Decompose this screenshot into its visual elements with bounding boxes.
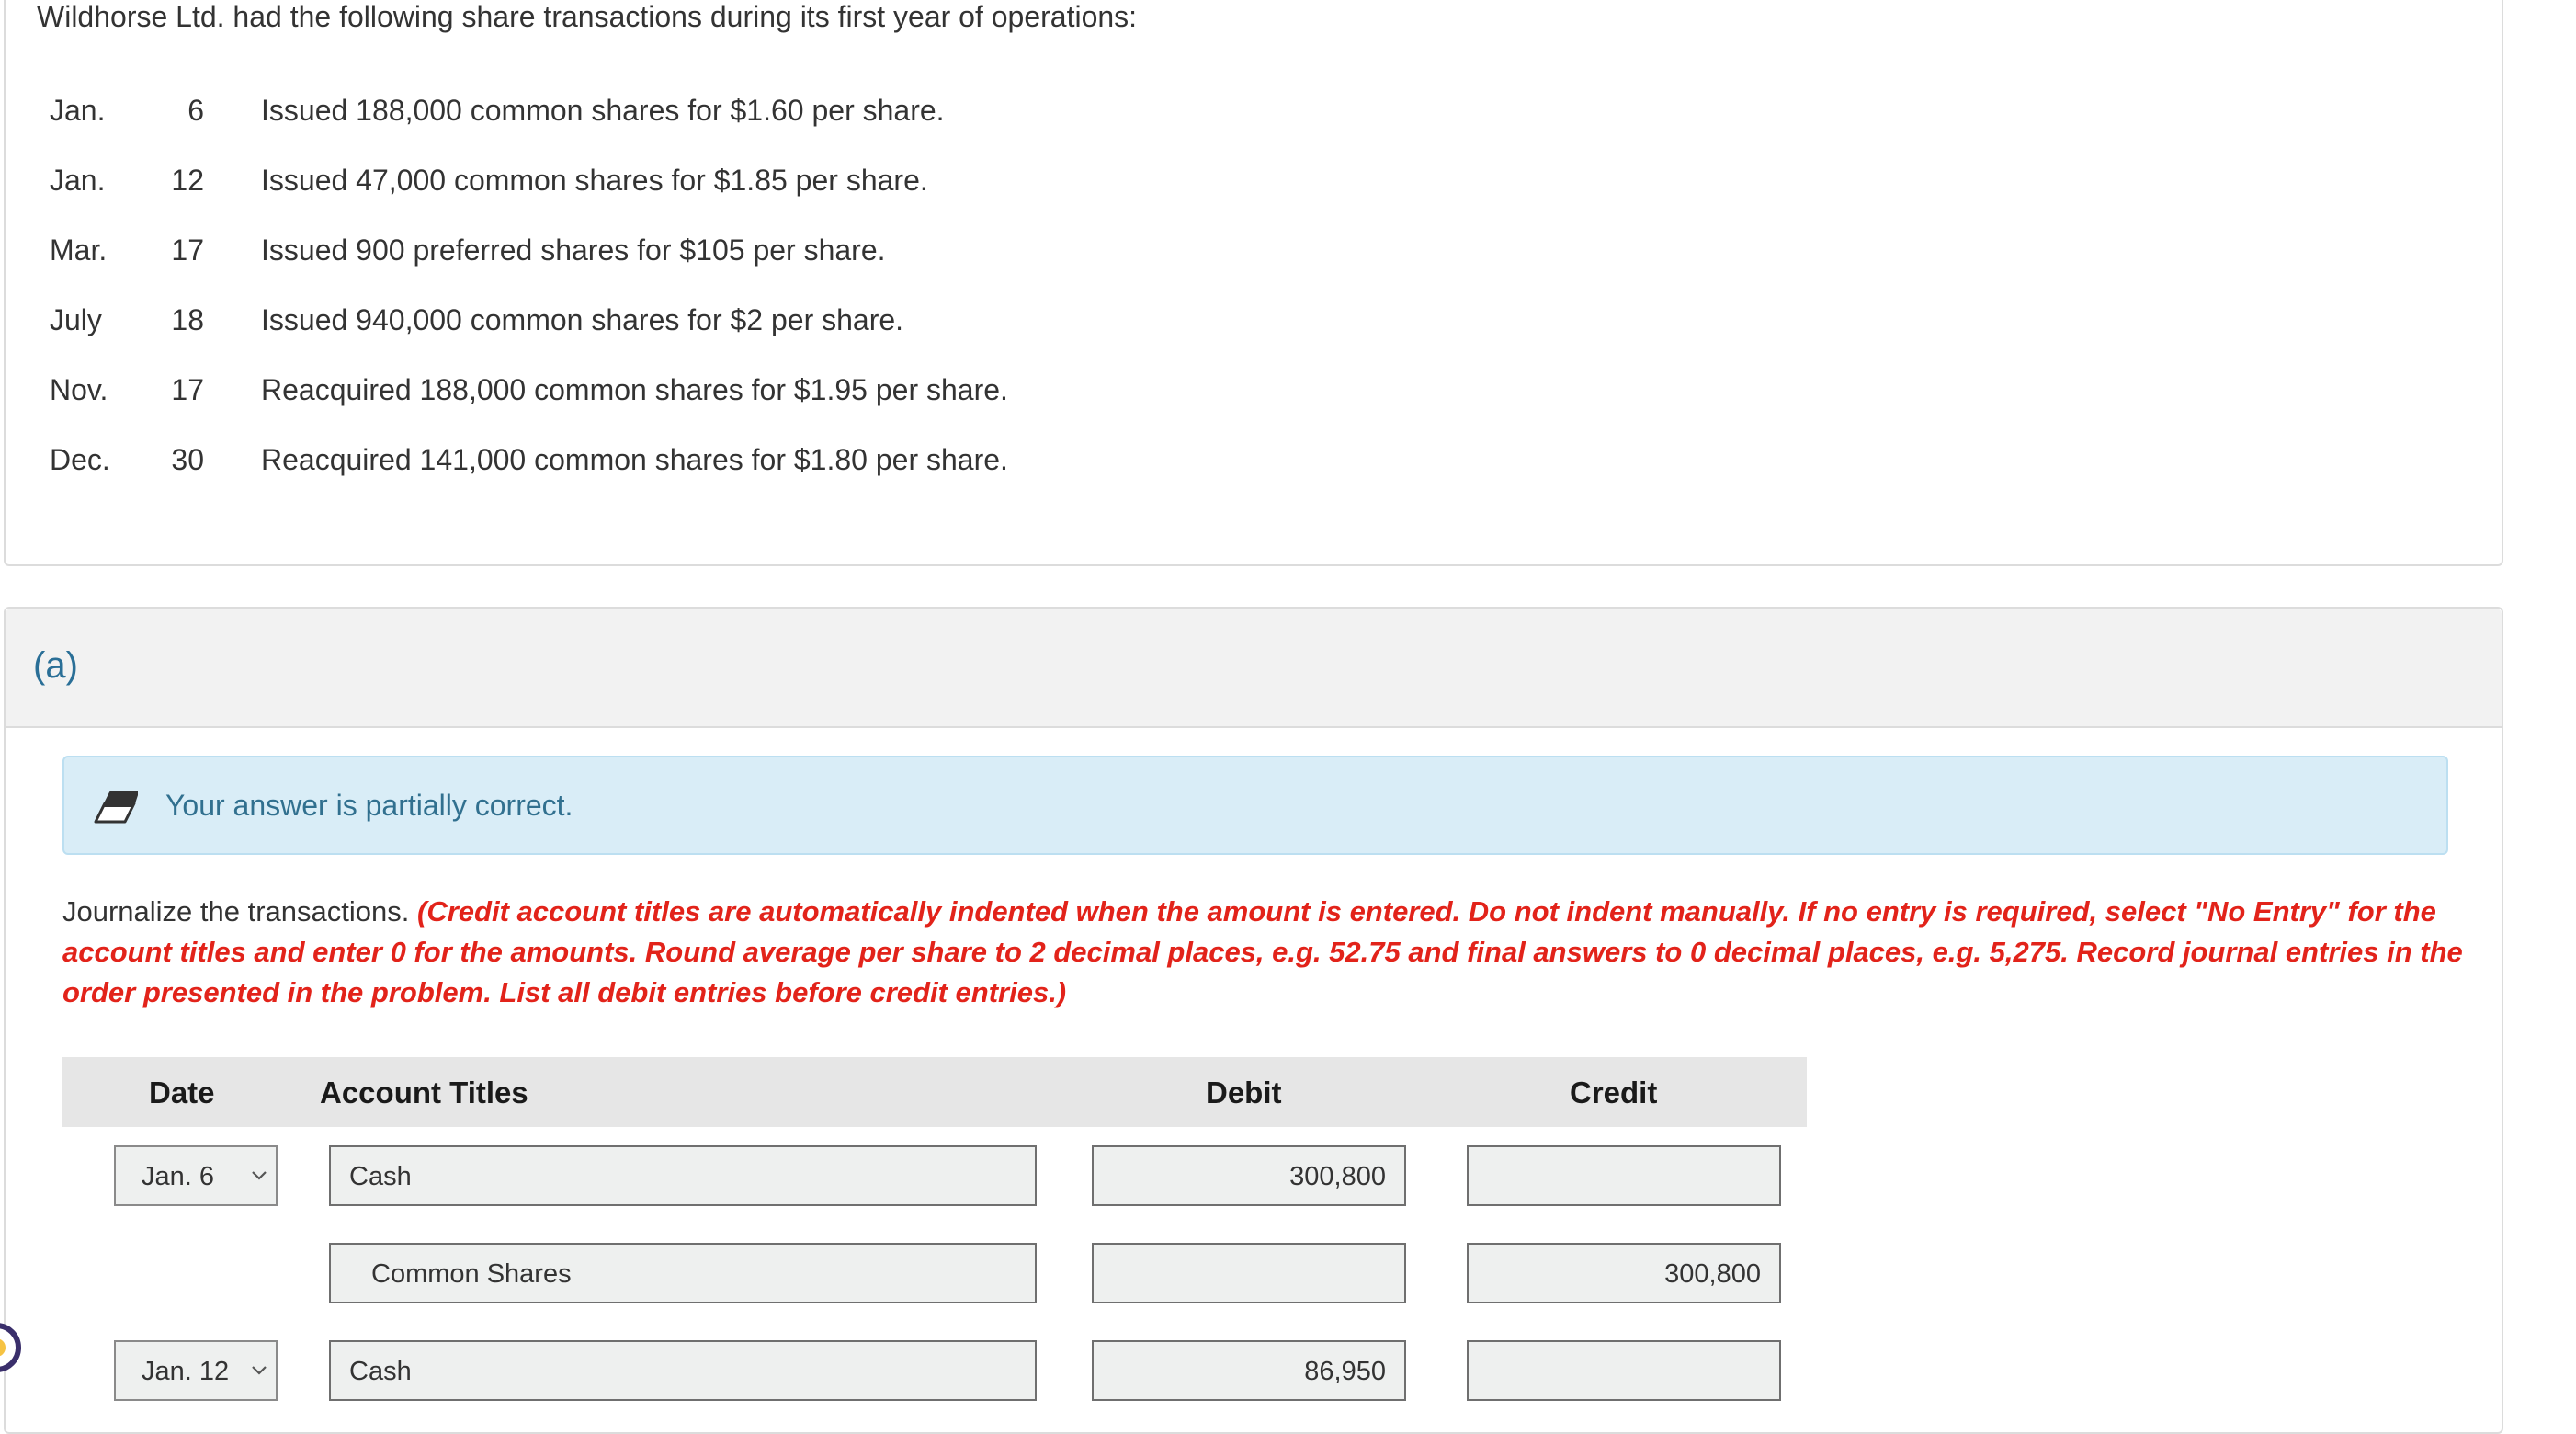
- header-credit: Credit: [1570, 1076, 1658, 1110]
- transaction-description: Issued 900 preferred shares for $105 per share.: [261, 233, 886, 267]
- header-account-titles: Account Titles: [320, 1076, 528, 1110]
- transaction-row: [6, 164, 1292, 210]
- transaction-description: Reacquired 141,000 common shares for $1.80 per share.: [261, 443, 1008, 476]
- transaction-month: Jan.: [50, 94, 106, 127]
- chevron-down-icon: [248, 1164, 270, 1186]
- journal-row: [6, 1243, 1807, 1307]
- credit-value: 300,800: [1664, 1259, 1761, 1289]
- account-title-input[interactable]: [329, 1145, 1037, 1206]
- feedback-text: Your answer is partially correct.: [165, 789, 573, 822]
- problem-intro: Wildhorse Ltd. had the following share transactions during its first year of operations:: [37, 0, 1138, 33]
- instructions-note: (Credit account titles are automatically indented when the amount is entered. Do not indent manually. If no entry is required, select "No Entry" for the account titles and enter 0 for the amounts. Round average per share to 2 decimal places, e.g. 52.75 and final answers to 0 decimal places, e.g. 5,275. Record journal entries in the order presented in the problem. List all debit entries before credit entries.): [62, 895, 2463, 1008]
- date-value: Jan. 12: [142, 1357, 230, 1386]
- instructions: [62, 892, 2470, 1013]
- header-debit: Debit: [1206, 1076, 1282, 1110]
- transaction-day: 18: [171, 303, 204, 336]
- transaction-day: 6: [187, 94, 204, 127]
- debit-input[interactable]: [1092, 1340, 1406, 1401]
- transaction-description: Reacquired 188,000 common shares for $1.95 per share.: [261, 373, 1008, 406]
- debit-value: 300,800: [1289, 1162, 1386, 1191]
- part-a-header: [6, 609, 2502, 728]
- transaction-month: Jan.: [50, 164, 106, 197]
- instructions-lead: Journalize the transactions.: [62, 895, 417, 928]
- journal-row: [6, 1145, 1807, 1210]
- journal-row: [6, 1340, 1807, 1405]
- transaction-month: Dec.: [50, 443, 110, 476]
- account-title-input[interactable]: [329, 1243, 1037, 1303]
- transaction-row: [6, 233, 1292, 279]
- debit-input[interactable]: [1092, 1145, 1406, 1206]
- debit-value: 86,950: [1304, 1357, 1386, 1386]
- problem-card: [4, 0, 2503, 566]
- transaction-description: Issued 188,000 common shares for $1.60 per share.: [261, 94, 945, 127]
- account-title-value: Common Shares: [371, 1259, 572, 1289]
- date-select[interactable]: [114, 1145, 278, 1206]
- transaction-month: Mar.: [50, 233, 108, 267]
- feedback-banner: [62, 756, 2448, 855]
- date-value: Jan. 6: [142, 1162, 214, 1191]
- credit-input[interactable]: [1467, 1243, 1781, 1303]
- transaction-row: [6, 373, 1292, 419]
- chevron-down-icon: [248, 1359, 270, 1381]
- credit-input[interactable]: [1467, 1145, 1781, 1206]
- part-a-card: [4, 607, 2503, 1434]
- credit-input[interactable]: [1467, 1340, 1781, 1401]
- account-title-value: Cash: [349, 1357, 412, 1386]
- debit-input[interactable]: [1092, 1243, 1406, 1303]
- transaction-row: [6, 303, 1292, 349]
- account-title-input[interactable]: [329, 1340, 1037, 1401]
- account-title-value: Cash: [349, 1162, 412, 1191]
- transaction-month: July: [50, 303, 102, 336]
- transaction-day: 17: [171, 233, 204, 267]
- header-date: Date: [149, 1076, 215, 1110]
- journal-table-header: [62, 1057, 1807, 1127]
- part-label: (a): [33, 645, 78, 686]
- transaction-day: 30: [171, 443, 204, 476]
- date-select[interactable]: [114, 1340, 278, 1401]
- transaction-month: Nov.: [50, 373, 108, 406]
- side-toggle-icon[interactable]: [0, 1316, 26, 1379]
- transaction-description: Issued 47,000 common shares for $1.85 per share.: [261, 164, 928, 197]
- transaction-day: 12: [171, 164, 204, 197]
- pencil-icon: [92, 785, 138, 825]
- transaction-row: [6, 443, 1292, 489]
- transaction-row: [6, 94, 1292, 140]
- transaction-day: 17: [171, 373, 204, 406]
- transaction-description: Issued 940,000 common shares for $2 per share.: [261, 303, 904, 336]
